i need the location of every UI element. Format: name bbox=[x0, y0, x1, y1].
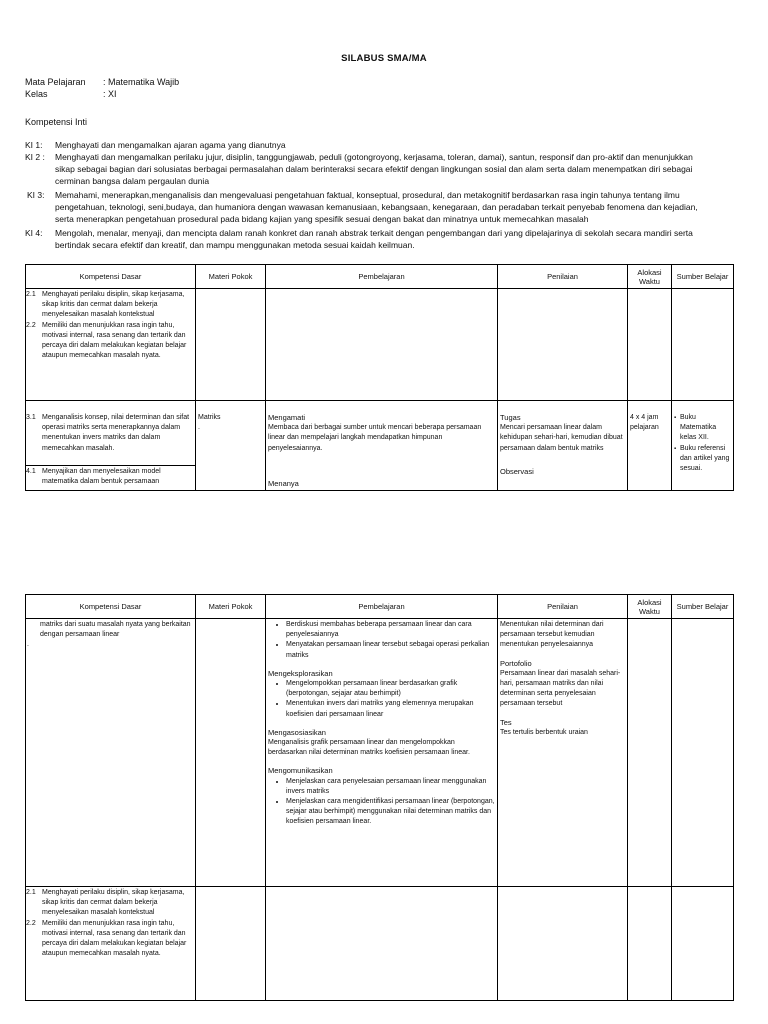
ki-4 bbox=[25, 228, 735, 252]
meta-value-class: : XI bbox=[103, 89, 117, 99]
ki-3-line-3: serta menerapkan pengetahuan prosedural pada bidang kajian yang spesifik sesuai dengan bakat dan minatnya untuk memecahkan masalah bbox=[55, 214, 589, 224]
header-sumber-belajar: Sumber Belajar bbox=[672, 265, 734, 289]
kd-dot: . bbox=[27, 641, 29, 649]
kd-text: Menghayati perilaku disiplin, sikap kerjasama, sikap kritis dan cermat dalam bekerja menyelesaikan masalah kontekstual bbox=[42, 889, 185, 917]
header-kompetensi-dasar: Kompetensi Dasar bbox=[26, 265, 196, 289]
sumber-cell bbox=[672, 619, 734, 887]
ki-2-number: KI 2 : bbox=[25, 152, 45, 162]
kd-item bbox=[28, 888, 193, 919]
penilaian-cell bbox=[498, 289, 628, 401]
pembelajaran-cell bbox=[266, 289, 498, 401]
sumber-item: ▪ Buku referensi dan artikel yang sesuai. bbox=[674, 444, 731, 475]
kd-item bbox=[28, 413, 193, 454]
sumber-cell bbox=[672, 401, 734, 491]
ki-3-number: KI 3: bbox=[27, 190, 45, 200]
sumber-item: ▪ Buku Matematika kelas XII. bbox=[674, 413, 731, 444]
materi-cell bbox=[196, 289, 266, 401]
kd-cell bbox=[26, 401, 196, 466]
meta-value-subject: : Matematika Wajib bbox=[103, 77, 180, 87]
kd-number: 3.1 bbox=[26, 414, 36, 421]
header-sumber-belajar: Sumber Belajar bbox=[672, 595, 734, 619]
ki-1 bbox=[25, 140, 735, 152]
ki-3-line-1: Memahami, menerapkan,menganalisis dan mengevaluasi pengetahuan faktual, konseptual, prosedural, dan metakognitif berdasarkan rasa ingin tahunya tentang ilmu bbox=[55, 190, 680, 200]
kd-text: Menyajikan dan menyelesaikan model matematika dalam bentuk persamaan bbox=[42, 468, 161, 486]
kd-cell bbox=[26, 466, 196, 491]
kd-number: 2.1 bbox=[26, 291, 36, 298]
sumber-cell bbox=[672, 887, 734, 1001]
page-title: SILABUS SMA/MA bbox=[341, 53, 427, 64]
kd-number: 2.2 bbox=[26, 919, 36, 927]
ki-3-line-2: pengetahuan, teknologi, seni,budaya, dan humaniora dengan wawasan kemanusiaan, kebangsaan, kenegaraan, dan peradaban terkait penyebab fenomena dan kejadian, bbox=[55, 202, 698, 212]
pemb-asosiasi-title: Mengasosiasikan bbox=[268, 727, 326, 737]
kd-cell bbox=[26, 619, 196, 887]
pen-tugas-title: Tugas bbox=[500, 413, 521, 422]
header-pembelajaran: Pembelajaran bbox=[266, 595, 498, 619]
alokasi-text: 4 x 4 jam pelajaran bbox=[630, 414, 659, 432]
ki-2-line-3: cerminan bangsa dalam pergaulan dunia bbox=[55, 176, 210, 186]
pemb-mengamati-title: Mengamati bbox=[268, 413, 306, 422]
pembelajaran-cell bbox=[266, 401, 498, 491]
syllabus-table-2 bbox=[25, 594, 734, 1001]
header-materi-pokok: Materi Pokok bbox=[196, 595, 266, 619]
meta-label-class: Kelas bbox=[25, 89, 48, 99]
pen-tugas-text: Mencari persamaan linear dalam kehidupan sehari-hari, kemudian dibuat persamaan dalam bentuk matriks bbox=[500, 424, 623, 452]
header-alokasi-waktu: Alokasi Waktu bbox=[628, 265, 672, 289]
list-item: • Menentukan invers dari matriks yang elemennya merupakan koefisien dari persamaan linear bbox=[286, 699, 495, 719]
list-item: • Menjelaskan cara penyelesaian persamaan linear menggunakan invers matriks bbox=[286, 777, 495, 797]
ki-1-number: KI 1: bbox=[25, 140, 43, 150]
header-kompetensi-dasar: Kompetensi Dasar bbox=[26, 595, 196, 619]
pen-portofolio-text: Persamaan linear dari masalah sehari-hari, persamaan matriks dan nilai determinan serta penyelesaian persamaan tersebut bbox=[500, 669, 621, 708]
meta-label-subject: Mata Pelajaran bbox=[25, 77, 86, 87]
kd-text: Menganalisis konsep, nilai determinan dan sifat operasi matriks serta menerapkannya dalam menentukan invers matriks dan dalam memecahkan masalah. bbox=[42, 414, 190, 452]
pen-portofolio-title: Portofolio bbox=[500, 658, 532, 668]
kd-number: 2.1 bbox=[26, 889, 36, 896]
header-pembelajaran: Pembelajaran bbox=[266, 265, 498, 289]
header-materi-pokok: Materi Pokok bbox=[196, 265, 266, 289]
ki-3 bbox=[27, 190, 737, 226]
pemb-asosiasi-text: Menganalisis grafik persamaan linear dan mengelompokkan berdasarkan nilai determinan matriks koefisien persamaan linear. bbox=[268, 739, 470, 757]
syllabus-table-1 bbox=[25, 264, 734, 491]
kd-text: Memiliki dan menunjukkan rasa ingin tahu, motivasi internal, rasa senang dan tertarik dan percaya diri dalam melakukan kegiatan belajar ataupun memecahkan masalah nyata. bbox=[42, 321, 187, 360]
alokasi-cell bbox=[628, 401, 672, 491]
pemb-menanya-title: Menanya bbox=[268, 478, 299, 488]
materi-dot: . bbox=[198, 424, 200, 432]
ki-2 bbox=[25, 152, 735, 188]
kd-cell bbox=[26, 289, 196, 401]
pemb-mengamati-text: Membaca dari berbagai sumber untuk mencari beberapa persamaan linear dan mempelajari langkah mendapatkan himpunan penyelesaiannya. bbox=[268, 424, 482, 452]
header-penilaian: Penilaian bbox=[498, 265, 628, 289]
header-penilaian: Penilaian bbox=[498, 595, 628, 619]
ki-2-line-2: sikap sebagai bagian dari solusiatas berbagai permasalahan dalam berinteraksi secara efektif dengan lingkungan sosial dan alam serta dalam menempatkan diri sebagai bbox=[55, 164, 693, 174]
list-item: • Berdiskusi membahas beberapa persamaan linear dan cara penyelesaiannya bbox=[286, 620, 495, 640]
kd-text: Menghayati perilaku disiplin, sikap kerjasama, sikap kritis dan cermat dalam bekerja menyelesaikan masalah kontekstual bbox=[42, 291, 185, 319]
pemb-list-2 bbox=[268, 679, 495, 720]
sumber-cell bbox=[672, 289, 734, 401]
list-item: • Menyatakan persamaan linear tersebut sebagai operasi perkalian matriks bbox=[286, 640, 495, 660]
kd-number: 4.1 bbox=[26, 468, 36, 476]
kd-cell bbox=[26, 887, 196, 1001]
pen-tes-text: Tes tertulis berbentuk uraian bbox=[500, 728, 588, 736]
alokasi-cell bbox=[628, 619, 672, 887]
materi-cell bbox=[196, 619, 266, 887]
kd-item bbox=[28, 919, 193, 960]
pen-tes-title: Tes bbox=[500, 717, 512, 727]
list-item: • Mengelompokkan persamaan linear berdasarkan grafik (berpotongan, sejajar atau berhimpit) bbox=[286, 679, 495, 699]
ki-2-line-1: Menghayati dan mengamalkan perilaku jujur, disiplin, tanggungjawab, peduli (gotongroyong, kerjasama, toleran, damai), santun, responsif dan pro-aktif dan menunjukkan bbox=[55, 152, 693, 162]
kd-item bbox=[28, 467, 193, 487]
pen-text: Menentukan nilai determinan dari persamaan tersebut kemudian menentukan penyelesaiannya bbox=[500, 621, 604, 649]
ki-4-number: KI 4: bbox=[25, 228, 43, 238]
materi-cell bbox=[196, 887, 266, 1001]
kd-item bbox=[28, 290, 193, 321]
pembelajaran-cell bbox=[266, 887, 498, 1001]
list-item: • Menjelaskan cara mengidentifikasi persamaan linear (berpotongan, sejajar atau berhimpit) menggunakan nilai determinan matriks dan koefisien persamaan linear. bbox=[286, 797, 495, 828]
alokasi-cell bbox=[628, 887, 672, 1001]
ki-4-line-1: Mengolah, menalar, menyaji, dan mencipta dalam ranah konkret dan ranah abstrak terkait dengan pengembangan dari yang dipelajarinya di sekolah secara mandiri serta bbox=[55, 228, 693, 238]
penilaian-cell bbox=[498, 401, 628, 491]
kd-number: 2.2 bbox=[26, 321, 36, 329]
kd-item bbox=[28, 321, 193, 362]
ki-heading: Kompetensi Inti bbox=[25, 117, 88, 127]
pembelajaran-cell bbox=[266, 619, 498, 887]
header-alokasi-waktu: Alokasi Waktu bbox=[628, 595, 672, 619]
materi-cell bbox=[196, 401, 266, 491]
ki-4-line-2: bertindak secara efektif dan kreatif, dan mampu menggunakan metoda sesuai kaidah keilmuan. bbox=[55, 240, 415, 250]
penilaian-cell bbox=[498, 887, 628, 1001]
materi-text: Matriks bbox=[198, 414, 221, 421]
pemb-eksplorasi-title: Mengeksplorasikan bbox=[268, 668, 333, 678]
kd-text: Memiliki dan menunjukkan rasa ingin tahu, motivasi internal, rasa senang dan tertarik dan percaya diri dalam melakukan kegiatan belajar ataupun memecahkan masalah nyata. bbox=[42, 919, 187, 958]
pen-observasi-title: Observasi bbox=[500, 466, 534, 476]
pemb-list-1 bbox=[268, 620, 495, 661]
alokasi-cell bbox=[628, 289, 672, 401]
pemb-komunikasi-title: Mengomunikasikan bbox=[268, 766, 333, 776]
kd-text: matriks dari suatu masalah nyata yang berkaitan dengan persamaan linear bbox=[40, 621, 191, 639]
pemb-list-3 bbox=[268, 777, 495, 828]
ki-1-line-1: Menghayati dan mengamalkan ajaran agama yang dianutnya bbox=[55, 140, 286, 150]
penilaian-cell bbox=[498, 619, 628, 887]
